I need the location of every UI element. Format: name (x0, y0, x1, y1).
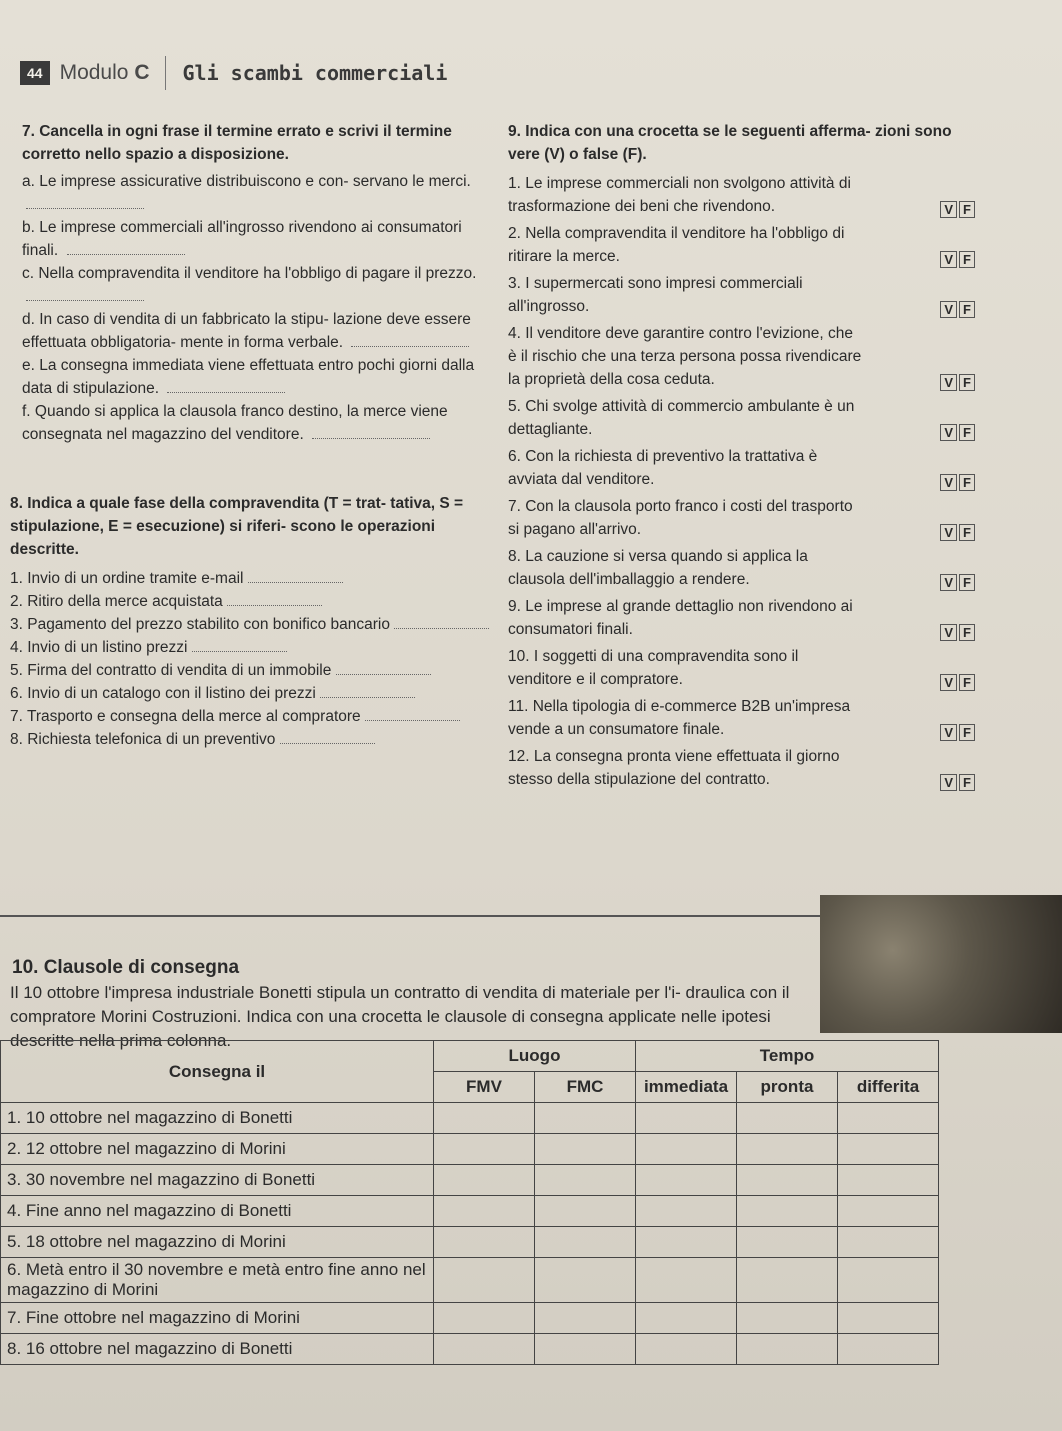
check-cell[interactable] (434, 1196, 535, 1227)
ex7-item: e. La consegna immediata viene effettuata entro pochi giorni dalla data di stipulazione. (22, 357, 475, 397)
row-label: 8. 16 ottobre nel magazzino di Bonetti (1, 1334, 434, 1365)
check-cell[interactable] (434, 1165, 535, 1196)
check-cell[interactable] (737, 1227, 838, 1258)
answer-blank[interactable] (365, 720, 460, 721)
header-fmc: FMC (535, 1072, 636, 1103)
check-cell[interactable] (737, 1303, 838, 1334)
header-pronta: pronta (737, 1072, 838, 1103)
vf-choice[interactable] (940, 674, 975, 691)
table-row (1, 1196, 939, 1227)
true-box[interactable]: V (940, 424, 957, 441)
exercise-9 (508, 120, 983, 795)
check-cell[interactable] (535, 1134, 636, 1165)
page-title: Gli scambi commerciali (182, 61, 448, 85)
vf-choice[interactable] (940, 424, 975, 441)
vf-choice[interactable] (940, 774, 975, 791)
check-cell[interactable] (737, 1165, 838, 1196)
false-box[interactable]: F (959, 524, 975, 541)
check-cell[interactable] (737, 1334, 838, 1365)
check-cell[interactable] (434, 1103, 535, 1134)
answer-blank[interactable] (351, 346, 469, 347)
page-number: 44 (20, 61, 50, 85)
true-box[interactable]: V (940, 524, 957, 541)
false-box[interactable]: F (959, 474, 975, 491)
check-cell[interactable] (838, 1165, 939, 1196)
check-cell[interactable] (535, 1227, 636, 1258)
table-row (1, 1303, 939, 1334)
tf-statement: 8. La cauzione si versa quando si applica la clausola dell'imballaggio a rendere. (508, 548, 808, 588)
true-box[interactable]: V (940, 201, 957, 218)
ex8-item: 1. Invio di un ordine tramite e-mail (10, 567, 500, 590)
tf-statement: 2. Nella compravendita il venditore ha l'obbligo di ritirare la merce. (508, 225, 845, 265)
header-immediata: immediata (636, 1072, 737, 1103)
tf-statement: 12. La consegna pronta viene effettuata il giorno stesso della stipulazione del contratto. (508, 748, 840, 788)
answer-blank[interactable] (394, 628, 489, 629)
tf-statement: 11. Nella tipologia di e-commerce B2B un'impresa vende a un consumatore finale. (508, 698, 851, 738)
vf-choice[interactable] (940, 374, 975, 391)
check-cell[interactable] (636, 1227, 737, 1258)
ex8-item: 8. Richiesta telefonica di un preventivo (10, 728, 500, 751)
check-cell[interactable] (838, 1258, 939, 1303)
check-cell[interactable] (535, 1196, 636, 1227)
true-box[interactable]: V (940, 674, 957, 691)
answer-blank[interactable] (336, 674, 431, 675)
check-cell[interactable] (636, 1334, 737, 1365)
divider (165, 56, 166, 90)
true-box[interactable]: V (940, 374, 957, 391)
check-cell[interactable] (434, 1258, 535, 1303)
tf-item (508, 645, 983, 691)
false-box[interactable]: F (959, 774, 975, 791)
check-cell[interactable] (838, 1196, 939, 1227)
check-cell[interactable] (434, 1227, 535, 1258)
ex7-item: f. Quando si applica la clausola franco destino, la merce viene consegnata nel magazzino del venditore. (22, 403, 448, 443)
tf-item (508, 495, 983, 541)
ex7-item: d. In caso di vendita di un fabbricato la stipu- lazione deve essere effettuata obbligatoria- mente in forma verbale. (22, 311, 471, 351)
false-box[interactable]: F (959, 424, 975, 441)
table-row (1, 1165, 939, 1196)
tf-statement: 9. Le imprese al grande dettaglio non rivendono ai consumatori finali. (508, 598, 853, 638)
row-label: 5. 18 ottobre nel magazzino di Morini (1, 1227, 434, 1258)
check-cell[interactable] (838, 1134, 939, 1165)
tf-item (508, 222, 983, 268)
true-box[interactable]: V (940, 774, 957, 791)
tf-item (508, 395, 983, 441)
answer-blank[interactable] (227, 605, 322, 606)
tf-item (508, 322, 983, 391)
false-box[interactable]: F (959, 251, 975, 268)
vf-choice[interactable] (940, 574, 975, 591)
tf-item (508, 445, 983, 491)
tf-item (508, 172, 983, 218)
answer-blank[interactable] (320, 697, 415, 698)
answer-blank[interactable] (192, 651, 287, 652)
check-cell[interactable] (535, 1165, 636, 1196)
false-box[interactable]: F (959, 301, 975, 318)
ex8-item: 5. Firma del contratto di vendita di un immobile (10, 659, 500, 682)
false-box[interactable]: F (959, 374, 975, 391)
ex8-item: 6. Invio di un catalogo con il listino dei prezzi (10, 682, 500, 705)
exercise-7-title: 7. Cancella in ogni frase il termine errato e scrivi il termine corretto nello spazio a disposizione. (22, 123, 452, 163)
check-cell[interactable] (737, 1134, 838, 1165)
true-box[interactable]: V (940, 574, 957, 591)
answer-blank[interactable] (67, 254, 185, 255)
vf-choice[interactable] (940, 524, 975, 541)
check-cell[interactable] (636, 1303, 737, 1334)
false-box[interactable]: F (959, 624, 975, 641)
false-box[interactable]: F (959, 674, 975, 691)
true-box[interactable]: V (940, 251, 957, 268)
vf-choice[interactable] (940, 474, 975, 491)
answer-blank[interactable] (248, 582, 343, 583)
check-cell[interactable] (434, 1334, 535, 1365)
tf-statement: 7. Con la clausola porto franco i costi del trasporto si pagano all'arrivo. (508, 498, 853, 538)
true-box[interactable]: V (940, 301, 957, 318)
tf-statement: 1. Le imprese commerciali non svolgono attività di trasformazione dei beni che rivendono. (508, 175, 851, 215)
check-cell[interactable] (636, 1196, 737, 1227)
check-cell[interactable] (838, 1227, 939, 1258)
module-label: Modulo C (59, 61, 150, 84)
clausole-table (0, 1040, 939, 1365)
page-header (20, 56, 447, 90)
row-label: 3. 30 novembre nel magazzino di Bonetti (1, 1165, 434, 1196)
check-cell[interactable] (434, 1303, 535, 1334)
check-cell[interactable] (535, 1258, 636, 1303)
tf-item (508, 595, 983, 641)
answer-blank[interactable] (26, 300, 144, 301)
row-label: 4. Fine anno nel magazzino di Bonetti (1, 1196, 434, 1227)
header-consegna: Consegna il (1, 1041, 434, 1103)
illustration-photo (820, 895, 1062, 1033)
true-box[interactable]: V (940, 624, 957, 641)
check-cell[interactable] (636, 1134, 737, 1165)
vf-choice[interactable] (940, 201, 975, 218)
check-cell[interactable] (636, 1258, 737, 1303)
ex8-item: 3. Pagamento del prezzo stabilito con bonifico bancario (10, 613, 500, 636)
row-label: 2. 12 ottobre nel magazzino di Morini (1, 1134, 434, 1165)
check-cell[interactable] (636, 1165, 737, 1196)
table-row (1, 1258, 939, 1303)
row-label: 7. Fine ottobre nel magazzino di Morini (1, 1303, 434, 1334)
ex8-item: 7. Trasporto e consegna della merce al compratore (10, 705, 500, 728)
vf-choice[interactable] (940, 251, 975, 268)
tf-item (508, 272, 983, 318)
header-luogo: Luogo (434, 1041, 636, 1072)
tf-statement: 6. Con la richiesta di preventivo la trattativa è avviata dal venditore. (508, 448, 818, 488)
true-box[interactable]: V (940, 724, 957, 741)
ex8-item: 4. Invio di un listino prezzi (10, 636, 500, 659)
check-cell[interactable] (737, 1196, 838, 1227)
tf-statement: 3. I supermercati sono impresi commerciali all'ingrosso. (508, 275, 803, 315)
ex7-item: a. Le imprese assicurative distribuiscono e con- servano le merci. (22, 170, 492, 216)
row-label: 6. Metà entro il 30 novembre e metà entro fine anno nel magazzino di Morini (1, 1258, 434, 1303)
exercise-10-title: 10. Clausole di consegna (12, 957, 240, 978)
exercise-7 (22, 120, 492, 446)
tf-item (508, 745, 983, 791)
check-cell[interactable] (737, 1103, 838, 1134)
tf-statement: 5. Chi svolge attività di commercio ambulante è un dettagliante. (508, 398, 855, 438)
tf-statement: 10. I soggetti di una compravendita sono il venditore e il compratore. (508, 648, 799, 688)
exercise-8-title: 8. Indica a quale fase della compravendita (T = trat- tativa, S = stipulazione, E = esecuzione) si riferi- scono le operazioni descritte. (10, 495, 464, 558)
divider (0, 915, 820, 917)
true-box[interactable]: V (940, 474, 957, 491)
vf-choice[interactable] (940, 724, 975, 741)
table-row (1, 1103, 939, 1134)
check-cell[interactable] (838, 1303, 939, 1334)
tf-statement: 4. Il venditore deve garantire contro l'evizione, che è il rischio che una terza persona possa rivendicare la proprietà della cosa ceduta. (508, 325, 862, 388)
check-cell[interactable] (838, 1334, 939, 1365)
ex8-item: 2. Ritiro della merce acquistata (10, 590, 500, 613)
vf-choice[interactable] (940, 624, 975, 641)
table-row (1, 1134, 939, 1165)
answer-blank[interactable] (312, 438, 430, 439)
table-row (1, 1334, 939, 1365)
answer-blank[interactable] (280, 743, 375, 744)
answer-blank[interactable] (167, 392, 285, 393)
false-box[interactable]: F (959, 724, 975, 741)
vf-choice[interactable] (940, 301, 975, 318)
ex7-item: b. Le imprese commerciali all'ingrosso rivendono ai consumatori finali. (22, 219, 462, 259)
exercise-9-title: 9. Indica con una crocetta se le seguenti afferma- zioni sono vere (V) o false (F). (508, 123, 952, 163)
false-box[interactable]: F (959, 574, 975, 591)
exercise-10-text: Il 10 ottobre l'impresa industriale Bonetti stipula un contratto di vendita di materiale per l'i- draulica con il compratore Morini Costruzioni. Indica con una crocetta le clausole di consegna applicate nelle ipotesi descritte nella prima colonna. (10, 983, 790, 1050)
false-box[interactable]: F (959, 201, 975, 218)
check-cell[interactable] (535, 1103, 636, 1134)
check-cell[interactable] (535, 1303, 636, 1334)
tf-item (508, 545, 983, 591)
exercise-8 (10, 492, 500, 751)
row-label: 1. 10 ottobre nel magazzino di Bonetti (1, 1103, 434, 1134)
check-cell[interactable] (636, 1103, 737, 1134)
check-cell[interactable] (535, 1334, 636, 1365)
check-cell[interactable] (737, 1258, 838, 1303)
check-cell[interactable] (838, 1103, 939, 1134)
table-row (1, 1227, 939, 1258)
tf-item (508, 695, 983, 741)
header-tempo: Tempo (636, 1041, 939, 1072)
header-fmv: FMV (434, 1072, 535, 1103)
answer-blank[interactable] (26, 208, 144, 209)
header-differita: differita (838, 1072, 939, 1103)
ex7-item: c. Nella compravendita il venditore ha l'obbligo di pagare il prezzo. (22, 262, 492, 308)
check-cell[interactable] (434, 1134, 535, 1165)
